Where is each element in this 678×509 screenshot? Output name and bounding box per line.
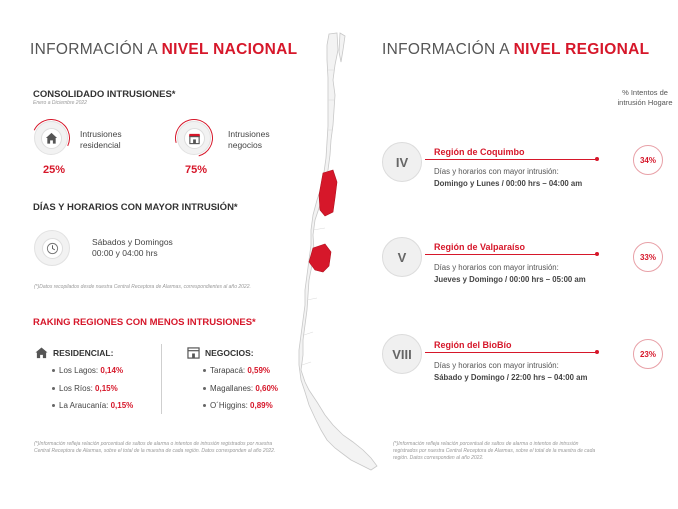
negocios-item: Tarapacá: 0,59% — [203, 366, 270, 375]
pct-header-line1: % Intentos de — [622, 88, 668, 97]
dias-text — [92, 237, 173, 259]
consolidado-title: CONSOLIDADO INTRUSIONES* — [33, 89, 176, 100]
regional-title — [382, 41, 649, 59]
residencial-label-line2: residencial — [80, 140, 121, 151]
negocios-pct: 75% — [185, 164, 208, 176]
negocios-label — [228, 129, 270, 151]
residencial-item: La Araucanía: 0,15% — [52, 401, 133, 410]
region-coquimbo-highlight — [319, 170, 337, 216]
residencial-heading: RESIDENCIAL: — [53, 348, 114, 358]
chile-map — [295, 30, 385, 475]
region-line — [425, 159, 597, 160]
region-pct: 34% — [633, 145, 663, 175]
store-icon — [187, 347, 200, 359]
negocios-item: Magallanes: 0,60% — [203, 384, 278, 393]
negocios-label-line1: Intrusiones — [228, 129, 270, 139]
regional-title-prefix: INFORMACIÓN A — [382, 41, 514, 58]
region-line-dot — [595, 157, 599, 161]
region-line — [425, 254, 597, 255]
region-roman-badge: V — [382, 237, 422, 277]
national-title-bold: NIVEL NACIONAL — [161, 41, 298, 58]
national-title-prefix: INFORMACIÓN A — [30, 41, 162, 58]
clock-icon-circle — [34, 230, 70, 266]
raking-title: RAKING REGIONES CON MENOS INTRUSIONES* — [33, 317, 256, 328]
region-text: Días y horarios con mayor intrusión: Domingo y Lunes / 00:00 hrs – 04:00 am — [434, 167, 583, 188]
region-name: Región del BioBío — [434, 340, 512, 350]
negocios-heading: NEGOCIOS: — [205, 348, 254, 358]
dias-line1: Sábados y Domingos — [92, 237, 173, 247]
region-name: Región de Valparaíso — [434, 242, 526, 252]
dias-line2: 00:00 y 04:00 hrs — [92, 248, 158, 259]
region-pct: 23% — [633, 339, 663, 369]
region-name: Región de Coquimbo — [434, 147, 525, 157]
dias-note: (*)Datos recopilados desde nuestra Central Receptora de Alarmas, correspondientes al año 2022. — [34, 284, 251, 290]
region-line-dot — [595, 252, 599, 256]
region-line-dot — [595, 350, 599, 354]
residencial-item: Los Ríos: 0,15% — [52, 384, 118, 393]
pct-header-line2: intrusión Hogare — [617, 98, 673, 108]
region-text: Días y horarios con mayor intrusión: Jueves y Domingo / 00:00 hrs – 05:00 am — [434, 263, 586, 284]
national-footnote: (*)Información refleja relación porcentual de saltos de alarma o intentos de intrusión registrados por nuestra Central Receptora de Alarmas, sobre el total de la muestra de cada región. Datos corresponden al año 2022. — [34, 441, 276, 454]
national-title — [30, 41, 297, 59]
residencial-label — [80, 129, 122, 151]
negocios-label-line2: negocios — [228, 140, 263, 151]
regional-footnote: (*)Información refleja relación porcentual de saltos de alarma o intentos de intrusión registrados por nuestra Central Receptora de Alarmas, sobre el total de la muestra de cada región. Datos corresponden al año 2022. — [393, 441, 596, 461]
dias-title: DÍAS Y HORARIOS CON MAYOR INTRUSIÓN* — [33, 202, 238, 213]
region-roman-badge: IV — [382, 142, 422, 182]
region-roman-badge: VIII — [382, 334, 422, 374]
residencial-arc — [27, 114, 76, 163]
negocios-item: O´Higgins: 0,89% — [203, 401, 273, 410]
divider — [161, 344, 162, 414]
pct-header — [612, 88, 678, 108]
house-icon — [35, 347, 48, 359]
region-pct: 33% — [633, 242, 663, 272]
residencial-item: Los Lagos: 0,14% — [52, 366, 123, 375]
region-text: Días y horarios con mayor intrusión: Sábado y Domingo / 22:00 hrs – 04:00 am — [434, 361, 588, 382]
consolidado-subtitle: Enero a Diciembre 2022 — [33, 100, 87, 106]
residencial-pct: 25% — [43, 164, 66, 176]
clock-icon — [46, 242, 59, 255]
regional-title-bold: NIVEL REGIONAL — [513, 41, 650, 58]
residencial-label-line1: Intrusiones — [80, 129, 122, 139]
region-line — [425, 352, 597, 353]
negocios-arc — [168, 112, 220, 164]
